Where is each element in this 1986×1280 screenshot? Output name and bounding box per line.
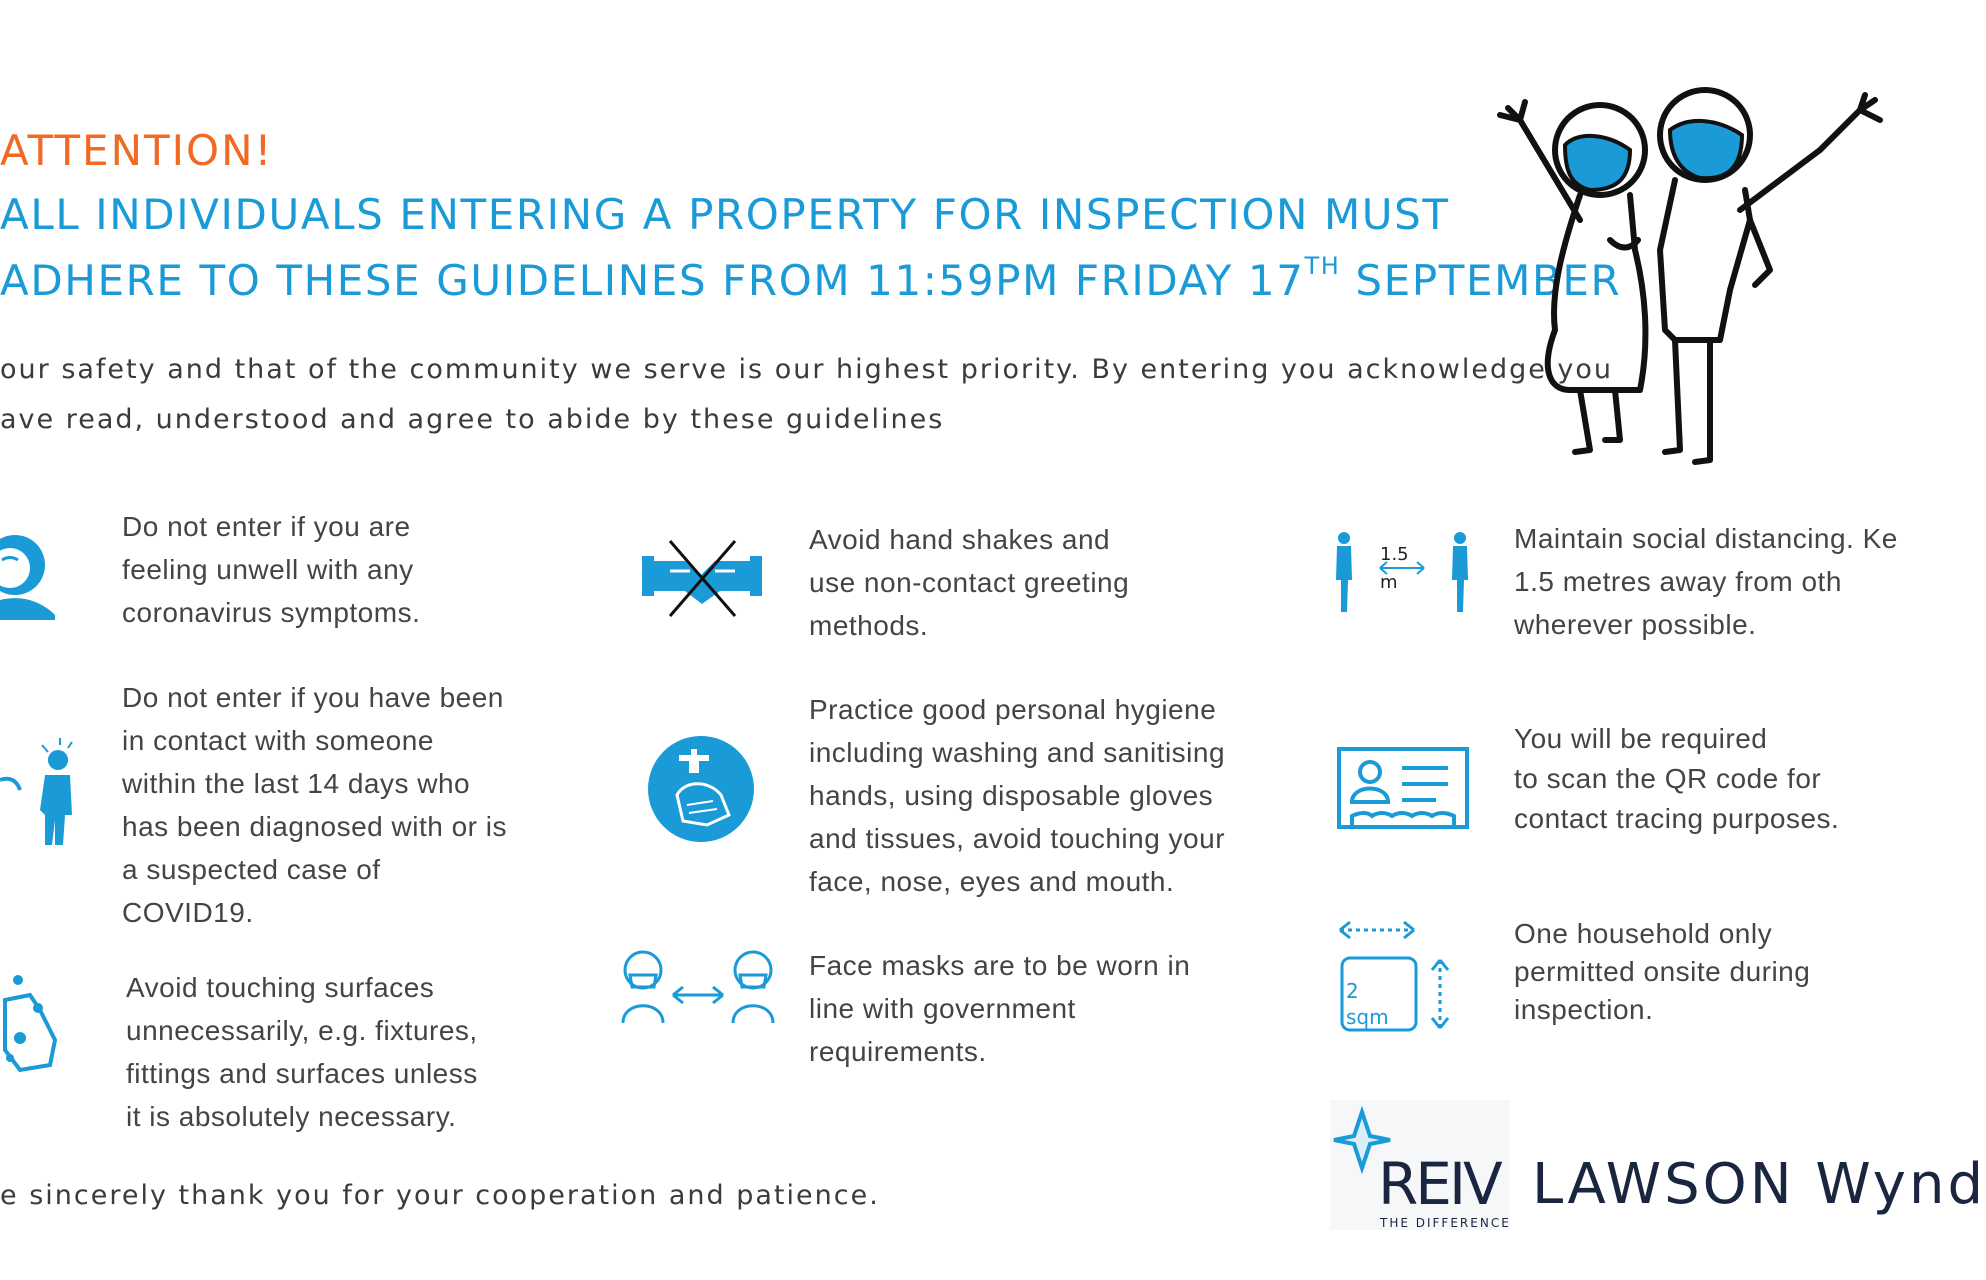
guideline-contact-line: Do not enter if you have been [122,682,504,713]
guideline-household-line: permitted onsite during [1514,956,1811,987]
headline-superscript: TH [1304,252,1341,280]
reiv-logo [1330,1100,1510,1230]
guideline-qr-line: contact tracing purposes. [1514,803,1840,834]
area-number-label: 2 [1346,979,1359,1003]
guideline-household [1514,915,1810,1029]
handwashing-icon [647,735,755,843]
headline-line-1: ALL INDIVIDUALS ENTERING A PROPERTY FOR INSPECTION MUST [0,190,1450,239]
guideline-handshake-line: methods. [809,610,929,641]
area-size-icon [1334,916,1464,1036]
guideline-surfaces-line: Avoid touching surfaces [126,972,435,1003]
headline-line-2-end: SEPTEMBER [1340,256,1622,305]
face-mask-distance-icon [618,945,778,1025]
guideline-surfaces-line: unnecessarily, e.g. fixtures, [126,1015,478,1046]
no-handshake-icon [640,536,764,620]
guideline-distancing-line: 1.5 metres away from oth [1514,566,1842,597]
guideline-hygiene-line: Practice good personal hygiene [809,694,1217,725]
guideline-unwell-line: coronavirus symptoms. [122,597,421,628]
guideline-masks-line: line with government [809,993,1076,1024]
cheering-people-illustration [1470,90,1890,470]
reiv-tagline: THE DIFFERENCE [1380,1216,1511,1230]
headline-line-2 [0,252,1622,305]
distance-label: 1.5 [1380,544,1409,565]
guideline-masks [809,944,1190,1073]
guideline-qr-line: You will be required [1514,723,1768,754]
guideline-handshake [809,518,1129,647]
attention-heading: ATTENTION! [0,126,274,175]
sick-person-icon [0,520,60,620]
guideline-contact-line: in contact with someone [122,725,434,756]
social-distance-icon [1332,530,1472,615]
guideline-hygiene-line: face, nose, eyes and mouth. [809,866,1175,897]
guideline-surfaces-line: fittings and surfaces unless [126,1058,478,1089]
distance-unit-label: m [1380,572,1398,593]
intro-line-2: ave read, understood and agree to abide by these guidelines [0,404,945,435]
guideline-household-line: inspection. [1514,994,1654,1025]
guideline-contact-line: within the last 14 days who [122,768,471,799]
guideline-contact-line: COVID19. [122,897,254,928]
lawson-wynd-logo: LAWSON Wynd [1532,1152,1986,1217]
guideline-hygiene-line: hands, using disposable gloves [809,780,1214,811]
guideline-masks-line: Face masks are to be worn in [809,950,1191,981]
guideline-contact-line: has been diagnosed with or is [122,811,507,842]
id-card-icon [1336,746,1470,832]
guideline-unwell-line: feeling unwell with any [122,554,414,585]
guideline-hygiene [809,688,1225,903]
reiv-wordmark: REIV [1378,1150,1500,1218]
surface-germs-icon [0,970,62,1070]
guideline-surfaces-line: it is absolutely necessary. [126,1101,457,1132]
guideline-qr [1514,719,1839,839]
guideline-household-line: One household only [1514,918,1773,949]
headline-line-2-main: ADHERE TO THESE GUIDELINES FROM 11:59PM FRIDAY 17 [0,256,1305,305]
contact-exposure-icon [0,730,80,850]
guideline-unwell-line: Do not enter if you are [122,511,411,542]
guideline-hygiene-line: and tissues, avoid touching your [809,823,1226,854]
intro-line-1: our safety and that of the community we serve is our highest priority. By entering you acknowledge you [0,354,1614,385]
guideline-distancing-line: wherever possible. [1514,609,1757,640]
guideline-handshake-line: use non-contact greeting [809,567,1130,598]
guideline-surfaces [126,966,478,1138]
guideline-hygiene-line: including washing and sanitising [809,737,1226,768]
guideline-contact [122,676,507,934]
thank-you-message: e sincerely thank you for your cooperation and patience. [0,1180,880,1211]
guideline-masks-line: requirements. [809,1036,987,1067]
guideline-distancing-line: Maintain social distancing. Ke [1514,523,1898,554]
guideline-handshake-line: Avoid hand shakes and [809,524,1111,555]
guideline-qr-line: to scan the QR code for [1514,763,1822,794]
guideline-distancing [1514,517,1898,646]
area-unit-label: sqm [1346,1005,1389,1029]
guideline-unwell [122,505,420,634]
guideline-contact-line: a suspected case of [122,854,381,885]
